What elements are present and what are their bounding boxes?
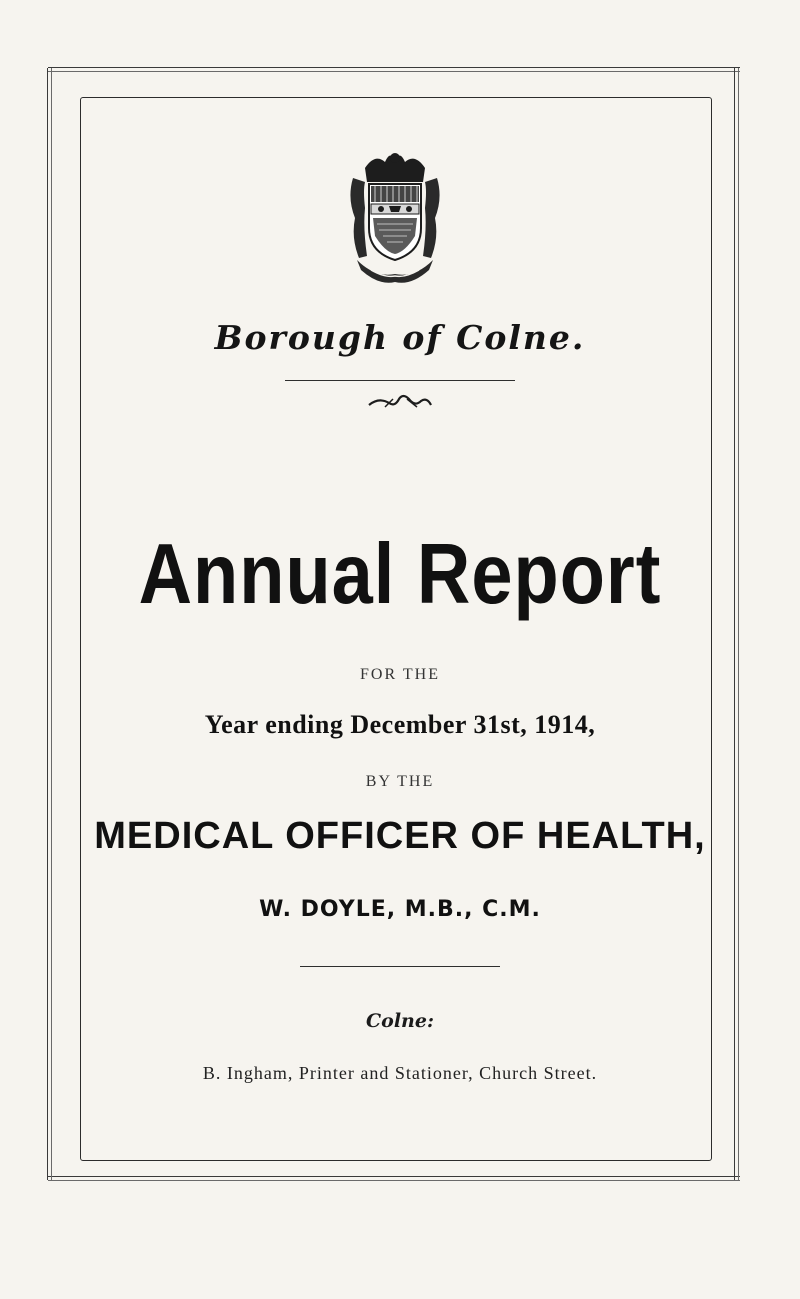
for-the-label: FOR THE — [360, 666, 440, 683]
flourish-ornament-icon — [365, 393, 435, 411]
borough-title: Borough of Colne. — [214, 318, 586, 357]
year-ending-line: Year ending December 31st, 1914, — [204, 710, 596, 739]
report-title: Annual Report — [138, 526, 662, 622]
imprint-place: Colne: — [366, 1010, 434, 1032]
medical-officer-heading: MEDICAL OFFICER OF HEALTH, — [94, 815, 706, 857]
divider-rule-lower — [300, 966, 500, 967]
outer-border-top — [48, 67, 740, 72]
author-name: W. DOYLE, M.B., C.M. — [259, 897, 541, 922]
divider-rule — [285, 380, 515, 381]
by-the-label: BY THE — [365, 773, 435, 790]
coat-of-arms-icon — [345, 148, 445, 288]
imprint-printer: B. Ingham, Printer and Stationer, Church Street. — [202, 1063, 598, 1083]
outer-border-bottom — [48, 1176, 740, 1181]
